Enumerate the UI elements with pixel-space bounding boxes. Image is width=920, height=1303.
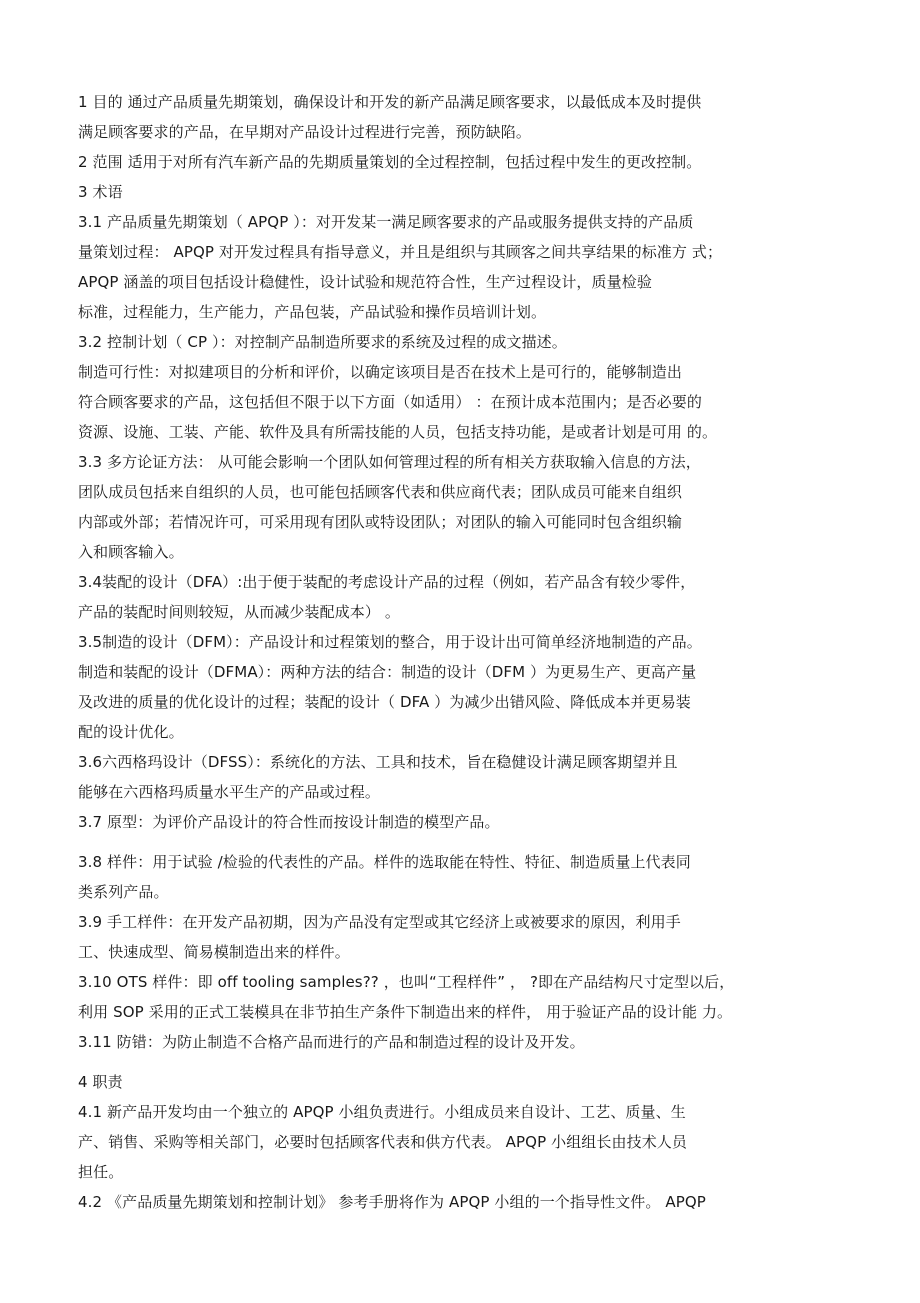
text-line: 4.1 新产品开发均由一个独立的 APQP 小组负责进行。小组成员来自设计、工艺、质量、生 [78, 1103, 686, 1121]
text-line: 3.11 防错：为防止制造不合格产品而进行的产品和制造过程的设计及开发。 [78, 1033, 585, 1051]
text-line: 3.1 产品质量先期策划（ APQP ）：对开发某一满足顾客要求的产品或服务提供支持的产品质 [78, 213, 694, 231]
text-line: 符合顾客要求的产品，这包括但不限于以下方面（如适用） ：在预计成本范围内；是否必要的 [78, 393, 702, 411]
text-line: 标准，过程能力，生产能力，产品包装，产品试验和操作员培训计划。 [78, 303, 547, 321]
text-line: 类系列产品。 [78, 883, 169, 901]
text-line: 3.9 手工样件：在开发产品初期，因为产品没有定型或其它经济上或被要求的原因，利用手 [78, 913, 681, 931]
text-line: 团队成员包括来自组织的人员，也可能包括顾客代表和供应商代表；团队成员可能来自组织 [78, 483, 683, 501]
text-line: 入和顾客输入。 [78, 543, 184, 561]
text-line: 制造可行性：对拟建项目的分析和评价，以确定该项目是否在技术上是可行的，能够制造出 [78, 363, 683, 381]
section-heading: 4 职责 [78, 1073, 123, 1091]
text-line: 量策划过程： APQP 对开发过程具有指导意义，并且是组织与其顾客之间共享结果的标准方 式； [78, 243, 723, 261]
text-line: 3.7 原型：为评价产品设计的符合性而按设计制造的模型产品。 [78, 813, 500, 831]
text-line: 内部或外部；若情况许可，可采用现有团队或特设团队；对团队的输入可能同时包含组织输 [78, 513, 683, 531]
text-line: 1 目的 通过产品质量先期策划，确保设计和开发的新产品满足顾客要求，以最低成本及时提供 [78, 93, 702, 111]
text-line: 3.5制造的设计（DFM）：产品设计和过程策划的整合，用于设计出可简单经济地制造的产品。 [78, 633, 702, 651]
text-line: 4.2 《产品质量先期策划和控制计划》 参考手册将作为 APQP 小组的一个指导性文件。 APQP [78, 1193, 706, 1211]
text-line: 能够在六西格玛质量水平生产的产品或过程。 [78, 783, 381, 801]
text-line: 3.10 OTS 样件：即 off tooling samples?? ，也叫“工程样件” ， ?即在产品结构尺寸定型以后， [78, 973, 735, 991]
text-line: 产、销售、采购等相关部门，必要时包括顾客代表和供方代表。 APQP 小组组长由技术人员 [78, 1133, 687, 1151]
text-line: 制造和装配的设计（DFMA）：两种方法的结合：制造的设计（DFM ）为更易生产、更高产量 [78, 663, 697, 681]
text-line: APQP 涵盖的项目包括设计稳健性，设计试验和规范符合性，生产过程设计，质量检验 [78, 273, 652, 291]
text-line: 利用 SOP 采用的正式工装模具在非节拍生产条件下制造出来的样件， 用于验证产品的设计能 力。 [78, 1003, 733, 1021]
text-line: 及改进的质量的优化设计的过程；装配的设计（ DFA ）为减少出错风险、降低成本并更易装 [78, 693, 691, 711]
text-line: 满足顾客要求的产品，在早期对产品设计过程进行完善，预防缺陷。 [78, 123, 532, 141]
text-line: 配的设计优化。 [78, 723, 184, 741]
text-line: 2 范围 适用于对所有汽车新产品的先期质量策划的全过程控制，包括过程中发生的更改控制。 [78, 153, 702, 171]
text-line: 3.6六西格玛设计（DFSS）：系统化的方法、工具和技术，旨在稳健设计满足顾客期望并且 [78, 753, 678, 771]
text-line: 3.4装配的设计（DFA）:出于便于装配的考虑设计产品的过程（例如，若产品含有较少零件， [78, 573, 696, 591]
text-line: 3.3 多方论证方法： 从可能会影响一个团队如何管理过程的所有相关方获取输入信息的方法， [78, 453, 701, 471]
text-line: 担任。 [78, 1163, 124, 1181]
text-line: 产品的装配时间则较短，从而减少装配成本） 。 [78, 603, 400, 621]
text-line: 资源、设施、工装、产能、软件及具有所需技能的人员，包括支持功能，是或者计划是可用 的。 [78, 423, 718, 441]
text-line: 工、快速成型、简易模制造出来的样件。 [78, 943, 350, 961]
section-heading: 3 术语 [78, 183, 123, 201]
text-line: 3.8 样件：用于试验 /检验的代表性的产品。样件的选取能在特性、特征、制造质量上代表同 [78, 853, 691, 871]
text-line: 3.2 控制计划（ CP ）：对控制产品制造所要求的系统及过程的成文描述。 [78, 333, 567, 351]
